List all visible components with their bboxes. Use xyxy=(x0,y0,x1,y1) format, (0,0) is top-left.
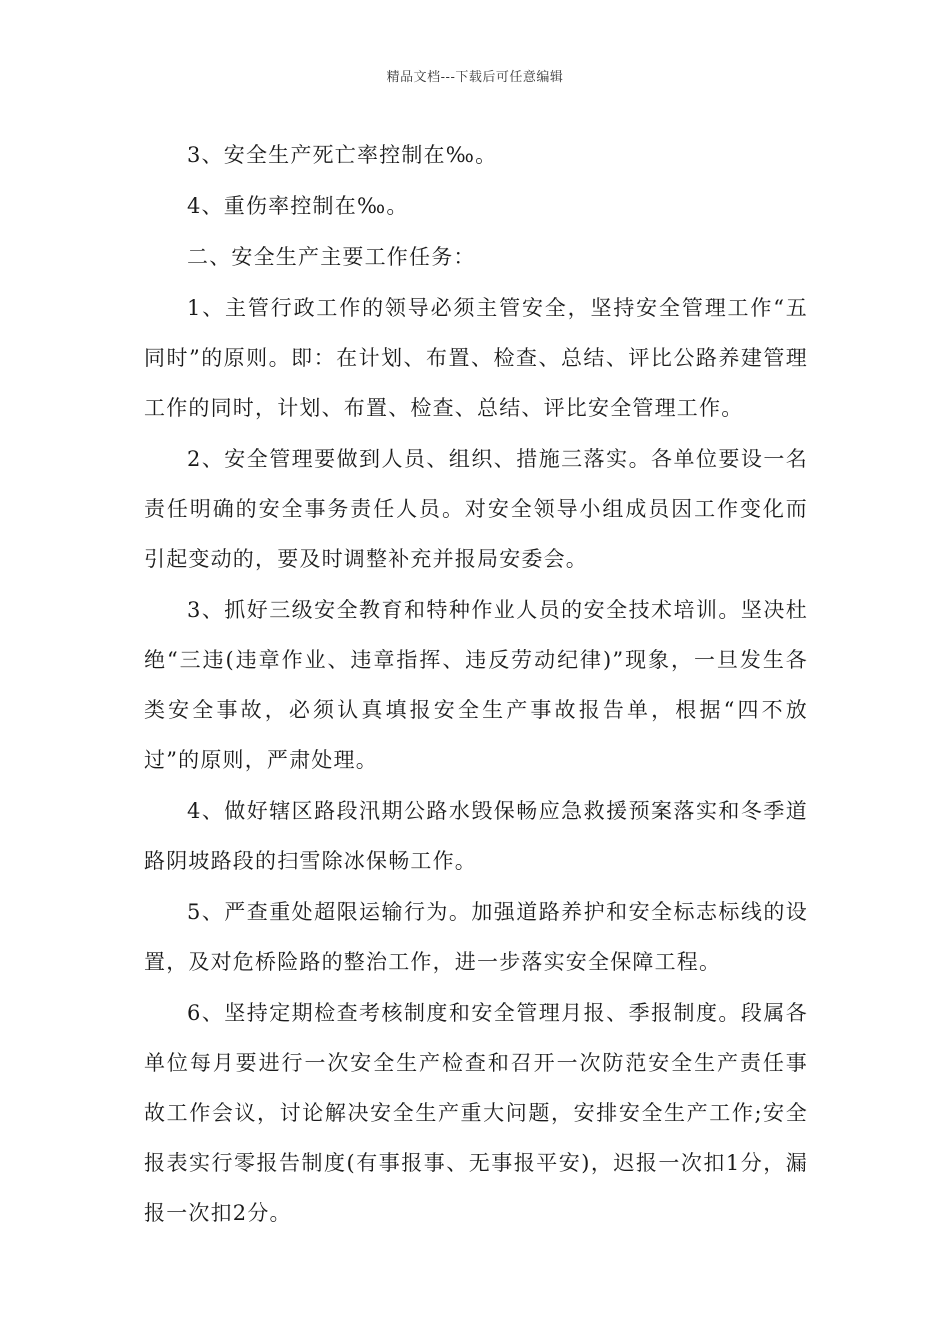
page-header: 精品文档---下载后可任意编辑 xyxy=(386,70,564,85)
document-body xyxy=(144,130,808,1239)
paragraph-target-injury-rate: 4、重伤率控制在‰。 xyxy=(187,194,409,218)
paragraph-task-6: 6、坚持定期检查考核制度和安全管理月报、季报制度。段属各单位每月要进行一次安全生产检查和召开一次防范安全生产责任事故工作会议，讨论解决安全生产重大问题，安排安全生产工作;安全报表实行零报告制度(有事报事、无事报平安)，迟报一次扣1分，漏报一次扣2分。 xyxy=(144,1001,808,1225)
paragraph-task-4: 4、做好辖区路段汛期公路水毁保畅应急救援预案落实和冬季道路阴坡路段的扫雪除冰保畅工作。 xyxy=(144,799,808,873)
paragraph-task-3: 3、抓好三级安全教育和特种作业人员的安全技术培训。坚决杜绝“三违(违章作业、违章指挥、违反劳动纪律)”现象，一旦发生各类安全事故，必须认真填报安全生产事故报告单，根据“四不放过”的原则，严肃处理。 xyxy=(144,598,808,772)
section-heading-main-tasks: 二、安全生产主要工作任务： xyxy=(187,245,476,269)
paragraph-target-death-rate: 3、安全生产死亡率控制在‰。 xyxy=(187,143,498,167)
paragraph-task-5: 5、严查重处超限运输行为。加强道路养护和安全标志标线的设置，及对危桥险路的整治工作，进一步落实安全保障工程。 xyxy=(144,900,808,974)
paragraph-task-2: 2、安全管理要做到人员、组织、措施三落实。各单位要设一名责任明确的安全事务责任人员。对安全领导小组成员因工作变化而引起变动的，要及时调整补充并报局安委会。 xyxy=(144,447,808,571)
paragraph-task-1: 1、主管行政工作的领导必须主管安全，坚持安全管理工作“五同时”的原则。即：在计划、布置、检查、总结、评比公路养建管理工作的同时，计划、布置、检查、总结、评比安全管理工作。 xyxy=(144,296,808,420)
